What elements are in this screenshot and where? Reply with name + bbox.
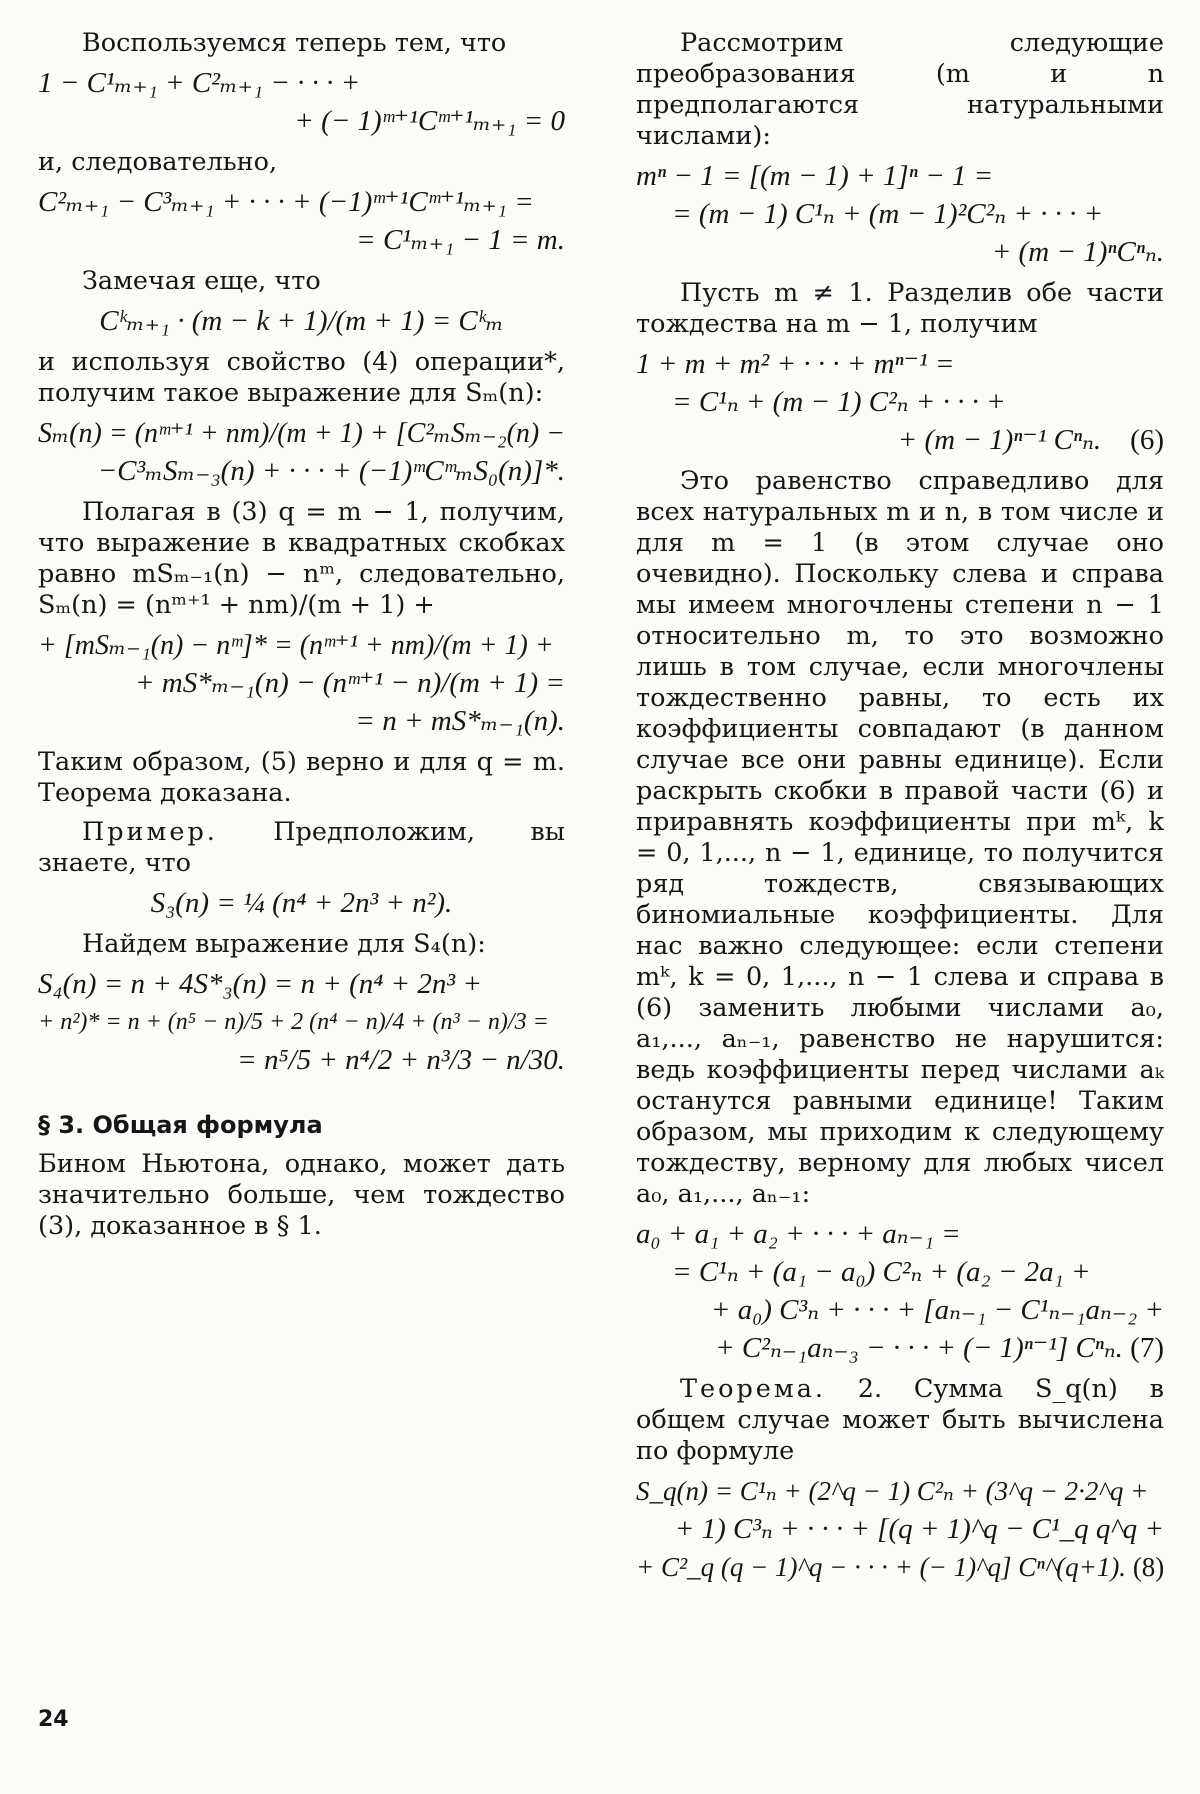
formula-text: + C²ₙ₋₁aₙ₋₃ − · · · + (− 1)ⁿ⁻¹] Cⁿₙ. [715,1332,1123,1364]
formula-line: C²ₘ₊₁ − C³ₘ₊₁ + · · · + (−1)ᵐ⁺¹Cᵐ⁺¹ₘ₊₁ = [38,186,534,218]
paragraph: Найдем выражение для S₄(n): [82,929,486,959]
formula-line: 1 − C¹ₘ₊₁ + C²ₘ₊₁ − · · · + [38,67,361,99]
theorem-lead: Теорема. [680,1374,827,1404]
formula-block [38,305,565,338]
formula-line: + n²)* = n + (n⁵ − n)/5 + 2 (n⁴ − n)/4 + (n³ − n)/3 = [38,1009,549,1035]
formula-line: + (m − 1)ⁿCⁿₙ. [991,236,1164,268]
equation-number: (7) [1130,1332,1164,1364]
paragraph [636,1374,1164,1467]
formula-line: S₃(n) = ¼ (n⁴ + 2n³ + n²). [150,887,453,919]
formula-line: + mS*ₘ₋₁(n) − (nᵐ⁺¹ − n)/(m + 1) = [134,667,565,699]
formula-line [636,1332,1164,1365]
formula-line: + [mSₘ₋₁(n) − nᵐ]* = (nᵐ⁺¹ + nm)/(m + 1) + [38,630,554,661]
formula-block [636,1475,1164,1584]
formula-line: S_q(n) = C¹ₙ + (2^q − 1) C²ₙ + (3^q − 2·2^q + [636,1476,1149,1506]
formula-line: = (m − 1) C¹ₙ + (m − 1)²C²ₙ + · · · + [672,198,1104,230]
formula-line: = n⁵/5 + n⁴/2 + n³/3 − n/30. [237,1044,565,1076]
formula-line [636,424,1164,457]
formula-text: + C²_q (q − 1)^q − · · · + (− 1)^q] Cⁿ^(q+1). [636,1552,1127,1582]
formula-line: 1 + m + m² + · · · + mⁿ⁻¹ = [636,348,955,380]
paragraph: Пусть m ≠ 1. Разделив обе части тождества на m − 1, получим [636,278,1164,339]
equation-number: (8) [1132,1552,1165,1582]
section-heading: § 3. Общая формула [38,1111,323,1139]
paragraph: и, следовательно, [38,147,278,177]
formula-line: = C¹ₘ₊₁ − 1 = m. [356,224,565,256]
formula-line: + a₀) C³ₙ + · · · + [aₙ₋₁ − C¹ₙ₋₁aₙ₋₂ + [710,1294,1164,1326]
formula-line: = C¹ₙ + (a₁ − a₀) C²ₙ + (a₂ − 2a₁ + [672,1256,1091,1288]
paragraph: Замечая еще, что [82,266,321,296]
formula-line: = n + mS*ₘ₋₁(n). [355,705,565,737]
formula-line: S₄(n) = n + 4S*₃(n) = n + (n⁴ + 2n³ + [38,968,482,1000]
example-lead: Пример. [82,817,218,847]
paragraph-text: 2. Сумма S_q(n) в общем случае может быть вычислена по формуле [636,1374,1164,1466]
paragraph: Воспользуемся теперь тем, что [82,28,507,58]
left-column [38,28,565,1250]
formula-line: Cᵏₘ₊₁ · (m − k + 1)/(m + 1) = Cᵏₘ [99,305,504,337]
paragraph: и используя свойство (4) операции*, получим такое выражение для Sₘ(n): [38,347,565,408]
paragraph: Полагая в (3) q = m − 1, получим, что выражение в квадратных скобках равно mSₘ₋₁(n) − nᵐ, следовательно, Sₘ(n) = (nᵐ⁺¹ + nm)/(m + 1) + [38,497,565,620]
page-number: 24 [38,1707,69,1732]
formula-block [38,67,565,138]
formula-line: = C¹ₙ + (m − 1) C²ₙ + · · · + [672,386,1006,418]
formula-line: mⁿ − 1 = [(m − 1) + 1]ⁿ − 1 = [636,160,994,192]
paragraph: Рассмотрим следующие преобразования (m и n предполагаются натуральными числами): [636,28,1164,151]
formula-block [38,968,565,1077]
paragraph: Бином Ньютона, однако, может дать значительно больше, чем тождество (3), доказанное в § 1. [38,1149,565,1241]
paragraph: Таким образом, (5) верно и для q = m. Теорема доказана. [38,747,565,808]
formula-line [636,1551,1164,1584]
paragraph [38,817,565,879]
paragraph: Это равенство справедливо для всех натуральных m и n, в том числе и для m = 1 (в этом случае оно очевидно). Поскольку слева и справа мы имеем многочлены степени n − 1 относительно m, то это возможно лишь в том случае, если многочлены тождественно равны, то есть их коэффициенты совпадают (в данном случае все они равны единице). Если раскрыть скобки в правой части (6) и приравнять коэффициенты при mᵏ, k = 0, 1,..., n − 1, единице, то получится ряд тождеств, связывающих биномиальные коэффициенты. Для нас важно следующее: если степени mᵏ, k = 0, 1,..., n − 1 слева и справа в (6) заменить любыми числами a₀, a₁,..., aₙ₋₁, равенство не нарушится: ведь коэффициенты перед числами aₖ останутся равными единице! Таким образом, мы приходим к следующему тождеству, верному для любых чисел a₀, a₁,..., aₙ₋₁: [636,466,1164,1209]
formula-block [38,417,565,488]
formula-line: + (− 1)ᵐ⁺¹Cᵐ⁺¹ₘ₊₁ = 0 [294,105,565,137]
formula-line: + 1) C³ₙ + · · · + [(q + 1)^q − C¹_q q^q + [674,1513,1164,1545]
formula-line: a₀ + a₁ + a₂ + · · · + aₙ₋₁ = [636,1218,961,1250]
right-column [636,28,1164,1593]
formula-block [38,629,565,738]
formula-line: −C³ₘSₘ₋₃(n) + · · · + (−1)ᵐCᵐₘS₀(n)]*. [97,455,565,487]
equation-number: (6) [1130,424,1164,456]
formula-block [38,186,565,257]
formula-block [38,887,565,920]
formula-text: + (m − 1)ⁿ⁻¹ Cⁿₙ. [897,424,1102,456]
formula-line: Sₘ(n) = (nᵐ⁺¹ + nm)/(m + 1) + [C²ₘSₘ₋₂(n) − [38,418,566,449]
formula-block [636,1218,1164,1365]
formula-block [636,160,1164,269]
paragraph-text: Предположим, вы знаете, что [38,817,565,878]
formula-block [636,348,1164,457]
